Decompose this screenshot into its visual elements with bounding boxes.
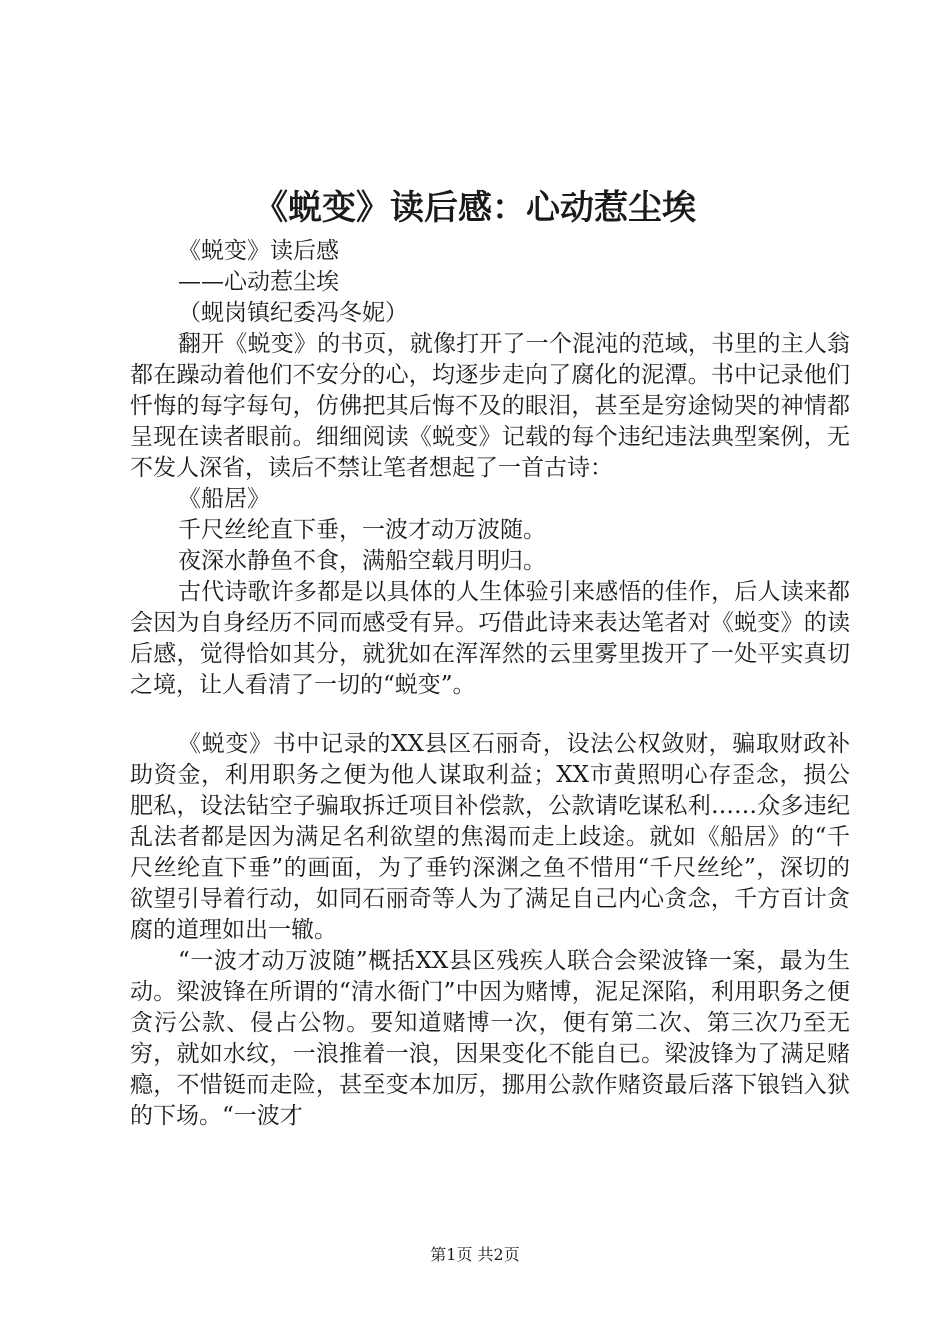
paragraph-author: （蚬岗镇纪委冯冬妮） xyxy=(178,300,408,326)
paragraph-intro: 翻开《蜕变》的书页，就像打开了一个混沌的范域，书里的主人翁都在躁动着他们不安分的心，均逐步走向了腐化的泥潭。书中记录他们忏悔的每字每句，仿佛把其后悔不及的眼泪，甚至是穷途恸哭的神情都呈现在读者眼前。细细阅读《蜕变》记载的每个违纪违法典型案例，无不发人深省，读后不禁让笔者想起了一首古诗： xyxy=(130,331,850,481)
document-title: 《蜕变》读后感：心动惹尘埃 xyxy=(254,188,696,228)
poem-line-2: 夜深水静鱼不食，满船空载月明归。 xyxy=(178,548,546,574)
document-body xyxy=(130,236,850,1132)
paragraph-heading: 《蜕变》读后感 xyxy=(178,238,339,264)
poem-line-1: 千尺丝纶直下垂，一波才动万波随。 xyxy=(178,517,546,543)
poem-title: 《船居》 xyxy=(178,486,270,512)
paragraph-poem-analysis: 古代诗歌许多都是以具体的人生体验引来感悟的佳作，后人读来都会因为自身经历不同而感受有异。巧借此诗来表达笔者对《蜕变》的读后感，觉得恰如其分，就犹如在浑浑然的云里雾里拨开了一处平实真切之境，让人看清了一切的“蜕变”。 xyxy=(130,579,850,698)
paragraph-cases: 《蜕变》书中记录的XX县区石丽奇，设法公权敛财，骗取财政补助资金，利用职务之便为他人谋取利益；XX市黄照明心存歪念，损公肥私，设法钻空子骗取拆迁项目补偿款，公款请吃谋私利……众多违纪乱法者都是因为满足名利欲望的焦渴而走上歧途。就如《船居》的“千尺丝纶直下垂”的画面，为了垂钓深渊之鱼不惜用“千尺丝纶”，深切的欲望引导着行动，如同石丽奇等人为了满足自己内心贪念，千方百计贪腐的道理如出一辙。 xyxy=(130,731,850,943)
page-footer: 第1页 共2页 xyxy=(430,1245,520,1264)
paragraph-liang-case: “一波才动万波随”概括XX县区残疾人联合会梁波锋一案，最为生动。梁波锋在所谓的“清水衙门”中因为赌博，泥足深陷，利用职务之便贪污公款、侵占公物。要知道赌博一次，便有第二次、第三次乃至无穷，就如水纹，一浪推着一浪，因果变化不能自已。梁波锋为了满足赌瘾，不惜铤而走险，甚至变本加厉，挪用公款作赌资最后落下锒铛入狱的下场。“一波才 xyxy=(130,948,850,1129)
paragraph-subtitle: ——心动惹尘埃 xyxy=(178,269,339,295)
